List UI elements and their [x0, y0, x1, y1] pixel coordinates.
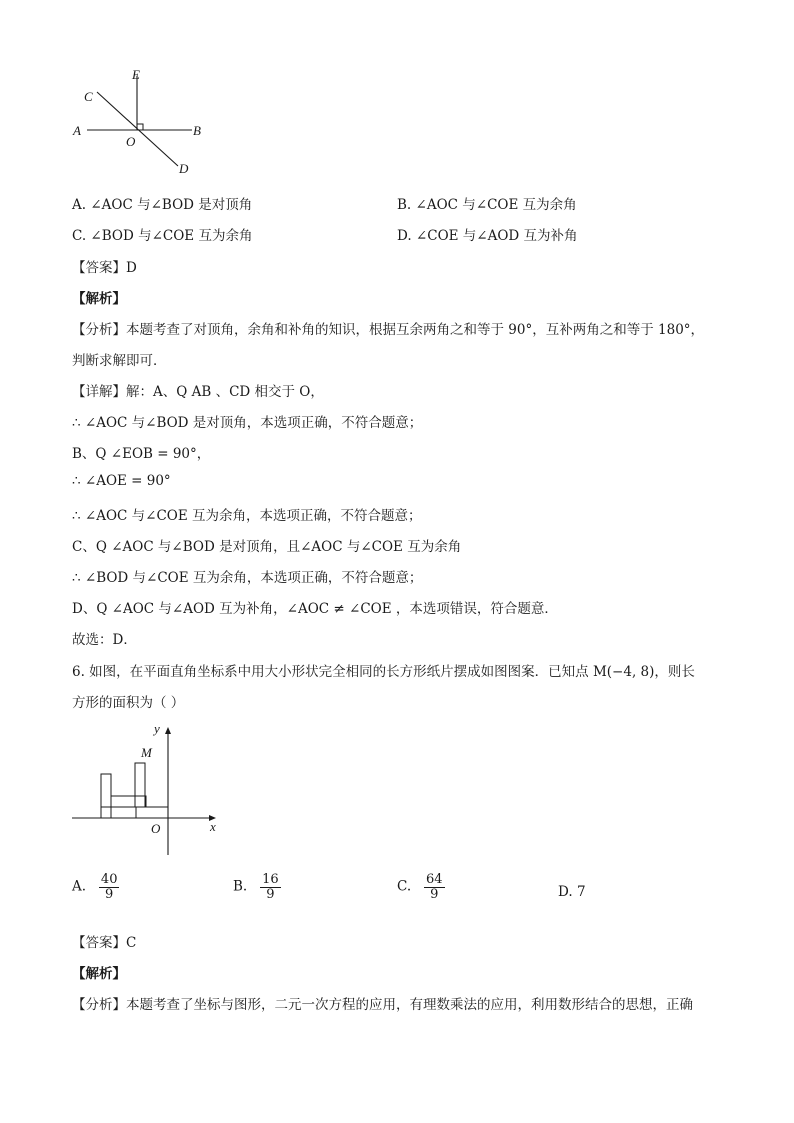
q6-option-d	[558, 884, 586, 900]
q5-answer: 【答案】D	[72, 260, 137, 276]
rect-vertical-left	[101, 774, 111, 818]
q6-option-c-fraction	[424, 873, 445, 901]
q5-option-b: B. ∠AOC 与∠COE 互为余角	[397, 197, 577, 213]
q6-option-c	[397, 873, 445, 901]
q5-option-a: A. ∠AOC 与∠BOD 是对顶角	[72, 197, 253, 213]
label-o: O	[126, 134, 136, 149]
q6-option-b-numerator: 16	[262, 872, 279, 887]
q6-option-a-numerator: 40	[100, 872, 118, 887]
q5-detail-line-1: 【详解】解：A、Q AB 、CD 相交于 O，	[72, 384, 324, 400]
label-a: A	[73, 123, 81, 138]
q5-analysis-line-2: 判断求解即可．	[72, 353, 167, 369]
q6-option-d-letter: D.	[558, 884, 573, 900]
q5-detail-line-5: ∴ ∠AOC 与∠COE 互为余角，本选项正确，不符合题意；	[72, 508, 422, 524]
coordinate-rectangles-figure	[70, 715, 230, 863]
q5-detail-line-4: ∴ ∠AOE = 90°	[72, 473, 171, 489]
q6-option-b-letter: B.	[233, 878, 248, 895]
y-axis-arrow	[165, 727, 171, 734]
q5-detail-line-8: D、Q ∠AOC 与∠AOD 互为补角，∠AOC ≠ ∠COE ，本选项错误，符合题意．	[72, 601, 558, 617]
label-d: D	[179, 161, 189, 176]
rect-horizontal-bottom-right	[136, 807, 168, 818]
q6-stem-line-1: 6. 如图，在平面直角坐标系中用大小形状完全相同的长方形纸片摆成如图图案．已知点 M(−4, 8)，则长	[72, 664, 695, 680]
label-o: O	[151, 821, 161, 836]
q5-analysis-heading: 【解析】	[72, 291, 126, 307]
q5-detail-line-7: ∴ ∠BOD 与∠COE 互为余角，本选项正确，不符合题意；	[72, 570, 423, 586]
rect-horizontal-bottom-left	[101, 807, 136, 818]
label-e: E	[132, 67, 140, 82]
q6-option-b-fraction	[260, 873, 281, 901]
q6-option-b	[233, 873, 281, 901]
q6-stem-line-2: 方形的面积为（ ）	[72, 695, 185, 711]
q6-option-c-numerator: 64	[426, 872, 443, 887]
label-b: B	[193, 123, 201, 138]
q6-option-a-fraction	[99, 873, 120, 901]
q6-analysis-heading: 【解析】	[72, 966, 126, 982]
label-c: C	[84, 89, 93, 104]
q5-detail-line-2: ∴ ∠AOC 与∠BOD 是对顶角，本选项正确，不符合题意；	[72, 415, 423, 431]
q6-answer: 【答案】C	[72, 935, 137, 951]
q6-option-a	[72, 873, 119, 901]
q6-option-a-letter: A.	[72, 878, 87, 895]
label-m: M	[141, 745, 152, 760]
q6-option-a-denominator: 9	[105, 886, 114, 902]
rect-horizontal-top	[111, 796, 146, 807]
q5-option-c: C. ∠BOD 与∠COE 互为余角	[72, 228, 253, 244]
rect-vertical-right	[135, 763, 145, 807]
q6-option-b-denominator: 9	[266, 886, 275, 902]
q6-option-c-denominator: 9	[430, 886, 439, 902]
q5-analysis-line-1: 【分析】本题考查了对顶角，余角和补角的知识，根据互余两角之和等于 90°，互补两角之和等于 180°，	[72, 322, 705, 338]
q5-detail-line-6: C、Q ∠AOC 与∠BOD 是对顶角，且∠AOC 与∠COE 互为余角	[72, 539, 462, 555]
q6-analysis-line-1: 【分析】本题考查了坐标与图形，二元一次方程的应用，有理数乘法的应用，利用数形结合的思想，正确	[72, 997, 693, 1013]
q5-detail-line-3: B、Q ∠EOB = 90°，	[72, 446, 211, 462]
label-y: y	[154, 721, 160, 736]
intersecting-lines-figure	[60, 62, 210, 180]
q5-conclusion: 故选：D．	[72, 632, 137, 648]
label-x: x	[210, 819, 216, 834]
q5-option-d: D. ∠COE 与∠AOD 互为补角	[397, 228, 578, 244]
q6-option-d-value: 7	[576, 884, 586, 900]
q6-option-c-letter: C.	[397, 878, 412, 895]
